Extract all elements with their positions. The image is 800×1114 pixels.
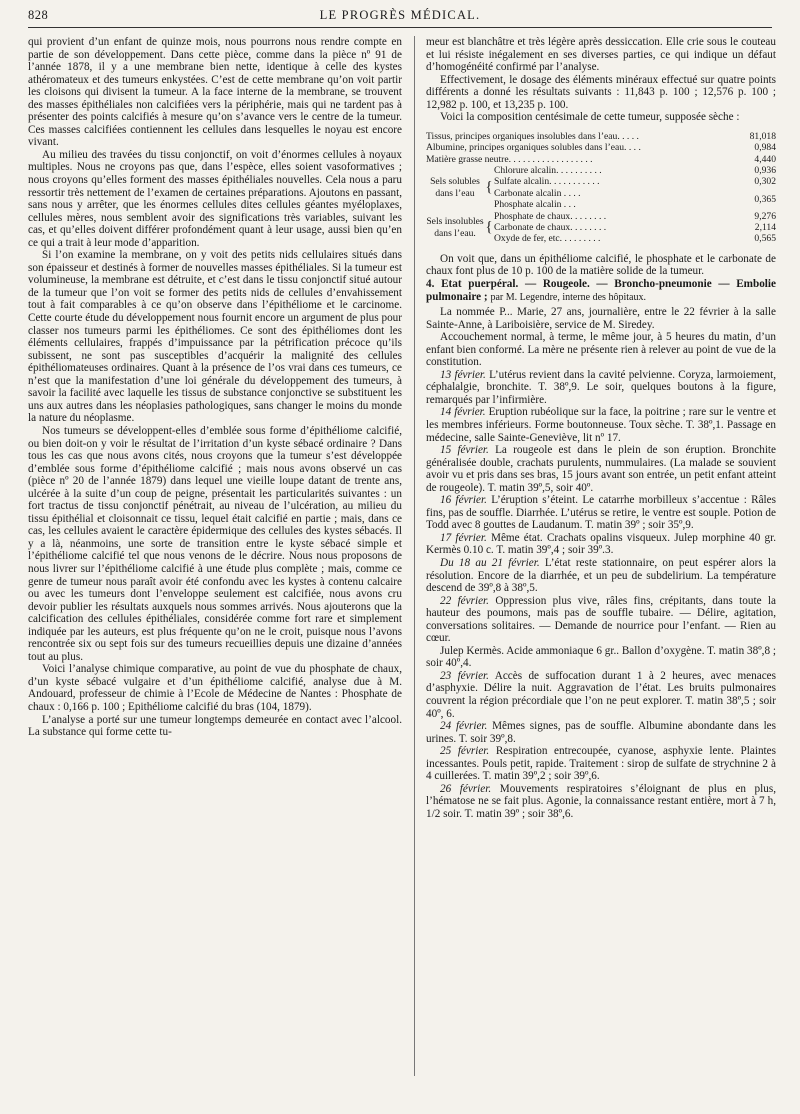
case-text: La rougeole est dans le plein de son éruption. Bronchite généralisée double, crachats purulents, nummulaires. (La malade se souvient avoir vu et pris dans ses bras, 15 jours avant son entrée, un petit enfant atteint de rougeole). T. matin 39º,5, soir 40º. bbox=[426, 444, 776, 494]
case-entry bbox=[426, 670, 776, 720]
case-observations bbox=[426, 331, 776, 820]
case-text: Mêmes signes, pas de souffle. Albumine abondante dans les urines. T. soir 39º,8. bbox=[426, 720, 776, 745]
case-entry bbox=[426, 494, 776, 532]
case-text: Accès de suffocation durant 1 à 2 heures, avec menaces d’asphyxie. Délire la nuit. Aggravation de l’état. Les bruits pulmonaires couvrent la région précordiale que l’on ne peut explorer. T. matin 38º,5 ; soir 40º, 6. bbox=[426, 669, 776, 720]
case-date: 15 février. bbox=[440, 444, 489, 457]
section-heading bbox=[426, 278, 776, 304]
paragraph: Nos tumeurs se développent-elles d’emblée sous forme d’épithéliome calcifié, ou bien doit-on y voir le résultat de l’irritation d’un kyste sébacé ordinaire ? Dans tous les cas que nous avons cités, nous croyons que la tumeur s’est développée d’emblée sous forme d’épithéliome calcifié ; mais nous avons observé un cas (pièce nº 20 de l’année 1879) dans lequel une vieille loupe datant de trente ans, ulcérée à la suite d’un coup de peigne, présentait les particularités suivantes : un fort tractus de tissu conjonctif pénétrait, au niveau de l’ulcération, au milieu du tissu épithélial et cloisonnait ce tissu, lequel était calcifié en partie ; mais, dans ce cas, les cellules avaient le caractère épidermique des cellules des kystes sébacés. Il y a là, néanmoins, une sorte de transition entre le kyste sébacé simple et l’épithéliome calcifié tel que nous venons de le décrire. Nous nous proposons de nous livrer sur l’épithéliome calcifié à une étude plus complète ; mais, comme ce genre de tumeur nous paraît avoir été confondu avec les kystes à contenu calcaire ou avec les tumeurs dont l’enveloppe seulement est calcifiée, nous avons cru devoir publier les résultats auxquels nous sommes arrivés. Nous ajouterons que la calcification des cellules épithéliales, considérée comme fort rare et simplement indiquée par les auteurs, est plus fréquente qu’on ne le croit, puisque nous l’avons rencontrée six ou sept fois sur des tumeurs recueillies depuis une dizaine d’années tout au plus. bbox=[28, 424, 402, 663]
paragraph: Effectivement, le dosage des éléments minéraux effectué sur quatre points différents a donné les résultats suivants : 11,843 p. 100 ; 12,576 p. 100 ; 12,982 p. 100, et 13,235 p. 100. bbox=[426, 73, 776, 111]
case-date: 24 février. bbox=[440, 720, 488, 733]
left-column bbox=[28, 36, 402, 739]
table-row: Albumine, principes organiques solubles dans l’eau. . . . 0,984 bbox=[426, 142, 776, 154]
case-text: Même état. Crachats opalins visqueux. Julep morphine 40 gr. Kermès 0.10 c. T. matin 39º,4 ; soir 39º.3. bbox=[426, 531, 777, 557]
case-date: 17 février. bbox=[440, 531, 487, 544]
case-date: Du 18 au 21 février. bbox=[440, 557, 540, 570]
case-entry bbox=[426, 595, 776, 645]
case-date: 26 février. bbox=[440, 782, 492, 795]
case-entry bbox=[426, 783, 776, 821]
case-entry bbox=[426, 444, 776, 494]
table-row: Sels insolubles dans l’eau. { Phosphate de chaux. . . . . . . . 9,276 bbox=[426, 211, 776, 222]
table-row: Carbonate de chaux. . . . . . . . 2,114 bbox=[494, 222, 776, 234]
table-row: Phosphate alcalin . . . bbox=[494, 199, 576, 211]
case-entry bbox=[426, 369, 776, 407]
column-divider bbox=[414, 36, 415, 1076]
case-entry bbox=[426, 331, 776, 369]
case-entry bbox=[426, 745, 776, 783]
table-row: Sels solubles dans l’eau { Chlorure alcalin. . . . . . . . . . 0,936 bbox=[426, 165, 776, 176]
case-text: Oppression plus vive, râles fins, crépitants, dans toute la hauteur des poumons, mais pas de souffle tubaire. — Délire, agitation, conversations solitaires. — Demande de nourrice pour l’enfant. — Rien au cœur. bbox=[426, 594, 776, 645]
case-text: Julep Kermès. Acide ammoniaque 6 gr.. Ballon d’oxygène. T. matin 38º,8 ; soir 40º,4. bbox=[426, 644, 776, 670]
case-date: 22 février. bbox=[440, 594, 489, 607]
brace: { bbox=[485, 219, 493, 236]
case-entry bbox=[426, 532, 776, 557]
group-label: Sels solubles dans l’eau bbox=[430, 175, 480, 199]
paragraph: L’analyse a porté sur une tumeur longtemps demeurée en contact avec l’alcool. La substance qui forme cette tu- bbox=[28, 713, 402, 739]
case-text: Accouchement normal, à terme, le même jour, à 5 heures du matin, d’un enfant bien conformé. La mère ne présente rien à relever au point de vue de la constitution. bbox=[426, 331, 776, 369]
page-number: 828 bbox=[28, 8, 49, 22]
paragraph: Si l’on examine la membrane, on y voit des petits nids cellulaires situés dans son épaisseur et destinés à former de nouvelles masses épithéliales. Si la tumeur est volumineuse, la membrane est détruite, et c’est dans le tissu conjonctif situé autour de la tumeur que l’on voit se former des petits nids de cellules d’envahissement tout à fait comparables à ce qu’on observe dans l’épithéliome et le carcinome. Cette courte étude du développement nous fournit encore un argument de plus pour classer nos tumeurs parmi les épithéliomes. Ce sont des épithéliomes dont les éléments cellulaires, frappés d’impuissance par la pétrification précoce qu’ils subissent, ne sont pas susceptibles d’acquérir la malignité des cellules épithéliomateuses ordinaires. Quant à la présence de l’os vrai dans ces tumeurs, ce n’est que la manifestation d’une loi générale du développement des tumeurs, à savoir la facilité avec laquelle les tissus de substance conjonctive se substituent les uns aux autres dans les néoplasies pathologiques, sans changer le moins du monde la nature du néoplasme. bbox=[28, 249, 402, 425]
case-date: 13 février. bbox=[440, 368, 486, 381]
right-column bbox=[426, 36, 776, 821]
case-text: Mouvements respiratoires s’éloignant de plus en plus, l’hématose ne se fait plus. Agonie, la connaissance restant entière, mort à 7 h, 1/2 soir. T. matin 39º ; soir 38º,6. bbox=[426, 782, 777, 820]
table-row: Sulfate alcalin. . . . . . . . . . . 0,302 bbox=[494, 176, 776, 188]
table-row: Matière grasse neutre. . . . . . . . . . . . . . . . . . 4,440 bbox=[426, 153, 776, 165]
case-text: Respiration entrecoupée, cyanose, asphyxie lente. Plaintes incessantes. Pouls petit, rapide. Traitement : sirop de sulfate de strychnine 2 à 4 cuillerées. T. matin 39º,2 ; soir 39º,6. bbox=[426, 745, 776, 783]
case-date: 25 février. bbox=[440, 745, 490, 758]
case-entry bbox=[426, 557, 776, 595]
table-row: Carbonate alcalin . . . . 0,365 bbox=[494, 187, 776, 205]
case-entry bbox=[426, 645, 776, 670]
header-rule bbox=[28, 27, 772, 28]
case-intro: La nommée P... Marie, 27 ans, journalière, entre le 22 février à la salle Sainte-Anne, à Lariboisière, service de M. Siredey. bbox=[426, 306, 776, 331]
case-text: L’éruption s’éteint. Le catarrhe morbilleux s’accentue : Râles fins, pas de souffle. Diarrhée. L’utérus se retire, le ventre est souple. Potion de Todd avec 8 gouttes de Laudanum. T. matin 39º ; soir 35º,9. bbox=[426, 494, 776, 532]
case-date: 14 février. bbox=[440, 406, 486, 419]
paragraph: Voici l’analyse chimique comparative, au point de vue du phosphate de chaux, d’un kyste sébacé vulgaire et d’un épithéliome calcifié, analyse due à M. Andouard, professeur de chimie à l’Ecole de Médecine de Nantes : Phosphate de chaux : 0,166 p. 100 ; Epithéliome calcifié du bras (104, 1879). bbox=[28, 663, 402, 713]
case-entry bbox=[426, 406, 776, 444]
paragraph: qui provient d’un enfant de quinze mois, nous pourrons nous rendre compte en partie de son développement. Dans cette pièce, comme dans la pièce nº 91 de l’année 1878, il y a une membrane bien nette, identique à celle des kystes athéromateux et des tumeurs enkystées. C’est de cette membrane qu’on voit partir les cloisons qui divisent la tumeur. A la face interne de la membrane, se trouvent des masses épithéliales non calcifiées vers la périphérie, mais qui ne tardent pas à présenter des points calcifiés à mesure qu’on s’avance vers le centre de la tumeur. Ces masses calcifiées contiennent les cellules dans lesquelles le noyau est encore vivant. bbox=[28, 36, 402, 149]
section-author: par M. Legendre, interne des hôpitaux. bbox=[490, 291, 646, 303]
table-row: Tissus, principes organiques insolubles dans l’eau. . . . . 81,018 bbox=[426, 130, 776, 142]
case-date: 23 février. bbox=[440, 669, 489, 682]
table-row: Oxyde de fer, etc. . . . . . . . . 0,565 bbox=[494, 233, 776, 245]
group-label: Sels insolubles dans l’eau. bbox=[426, 215, 484, 239]
case-date: 16 février. bbox=[440, 494, 487, 507]
journal-title: LE PROGRÈS MÉDICAL. bbox=[319, 8, 481, 22]
composition-table bbox=[426, 131, 776, 245]
case-entry bbox=[426, 720, 776, 745]
paragraph: Voici la composition centésimale de cette tumeur, supposée sèche : bbox=[440, 111, 740, 124]
section-title: 4. Etat puerpéral. — Rougeole. — Broncho-pneumonie — Embolie pulmonaire ; bbox=[426, 277, 776, 303]
running-header bbox=[28, 8, 772, 26]
paragraph: On voit que, dans un épithéliome calcifié, le phosphate et le carbonate de chaux font plus de 10 p. 100 de la matière solide de la tumeur. bbox=[426, 252, 776, 278]
brace: { bbox=[485, 179, 493, 196]
case-text: Eruption rubéolique sur la face, la poitrine ; rare sur le ventre et les membres inférieurs. Forme boutonneuse. Toux sèche. T. 38º,1. Passage en médecine, salle Sainte-Geneviève, lit nº 17. bbox=[426, 406, 776, 444]
case-text: L’utérus revient dans la cavité pelvienne. Coryza, larmoiement, céphalalgie, bronchite. T. 38º,9. Le soir, quelques boutons à la figure, remarqués par l’infirmière. bbox=[426, 368, 776, 406]
paragraph: Au milieu des travées du tissu conjonctif, on voit d’énormes cellules à noyaux multiples. Nous ne croyons pas que, dans l’espèce, elles soient vasoformatives ; nous croyons qu’elles forment des masses épithéliales nouvelles. Cela nous a paru ressortir très nettement de l’examen de certaines préparations. Ajoutons en passant, sans nous y arrêter, que les énormes cellules dites cellules géantes myéloplaxes, cellules mères, nous semblent avoir des significations très variables, suivant les cas, et qu’elles doivent différer profondément quant à leur usage, aussi bien qu’en ce qui a trait à leur mode d’apparition. bbox=[28, 148, 402, 249]
case-text: L’état reste stationnaire, on peut espérer alors la résolution. Encore de la diarrhée, et un peu de subdelirium. La température descend de 39º,8 à 38º,5. bbox=[426, 557, 776, 595]
paragraph: meur est blanchâtre et très légère après dessiccation. Elle crie sous le couteau et lui résiste inégalement en ses diverses parties, ce qui indique un défaut d’homogénéité confirmé par l’analyse. bbox=[426, 36, 776, 74]
